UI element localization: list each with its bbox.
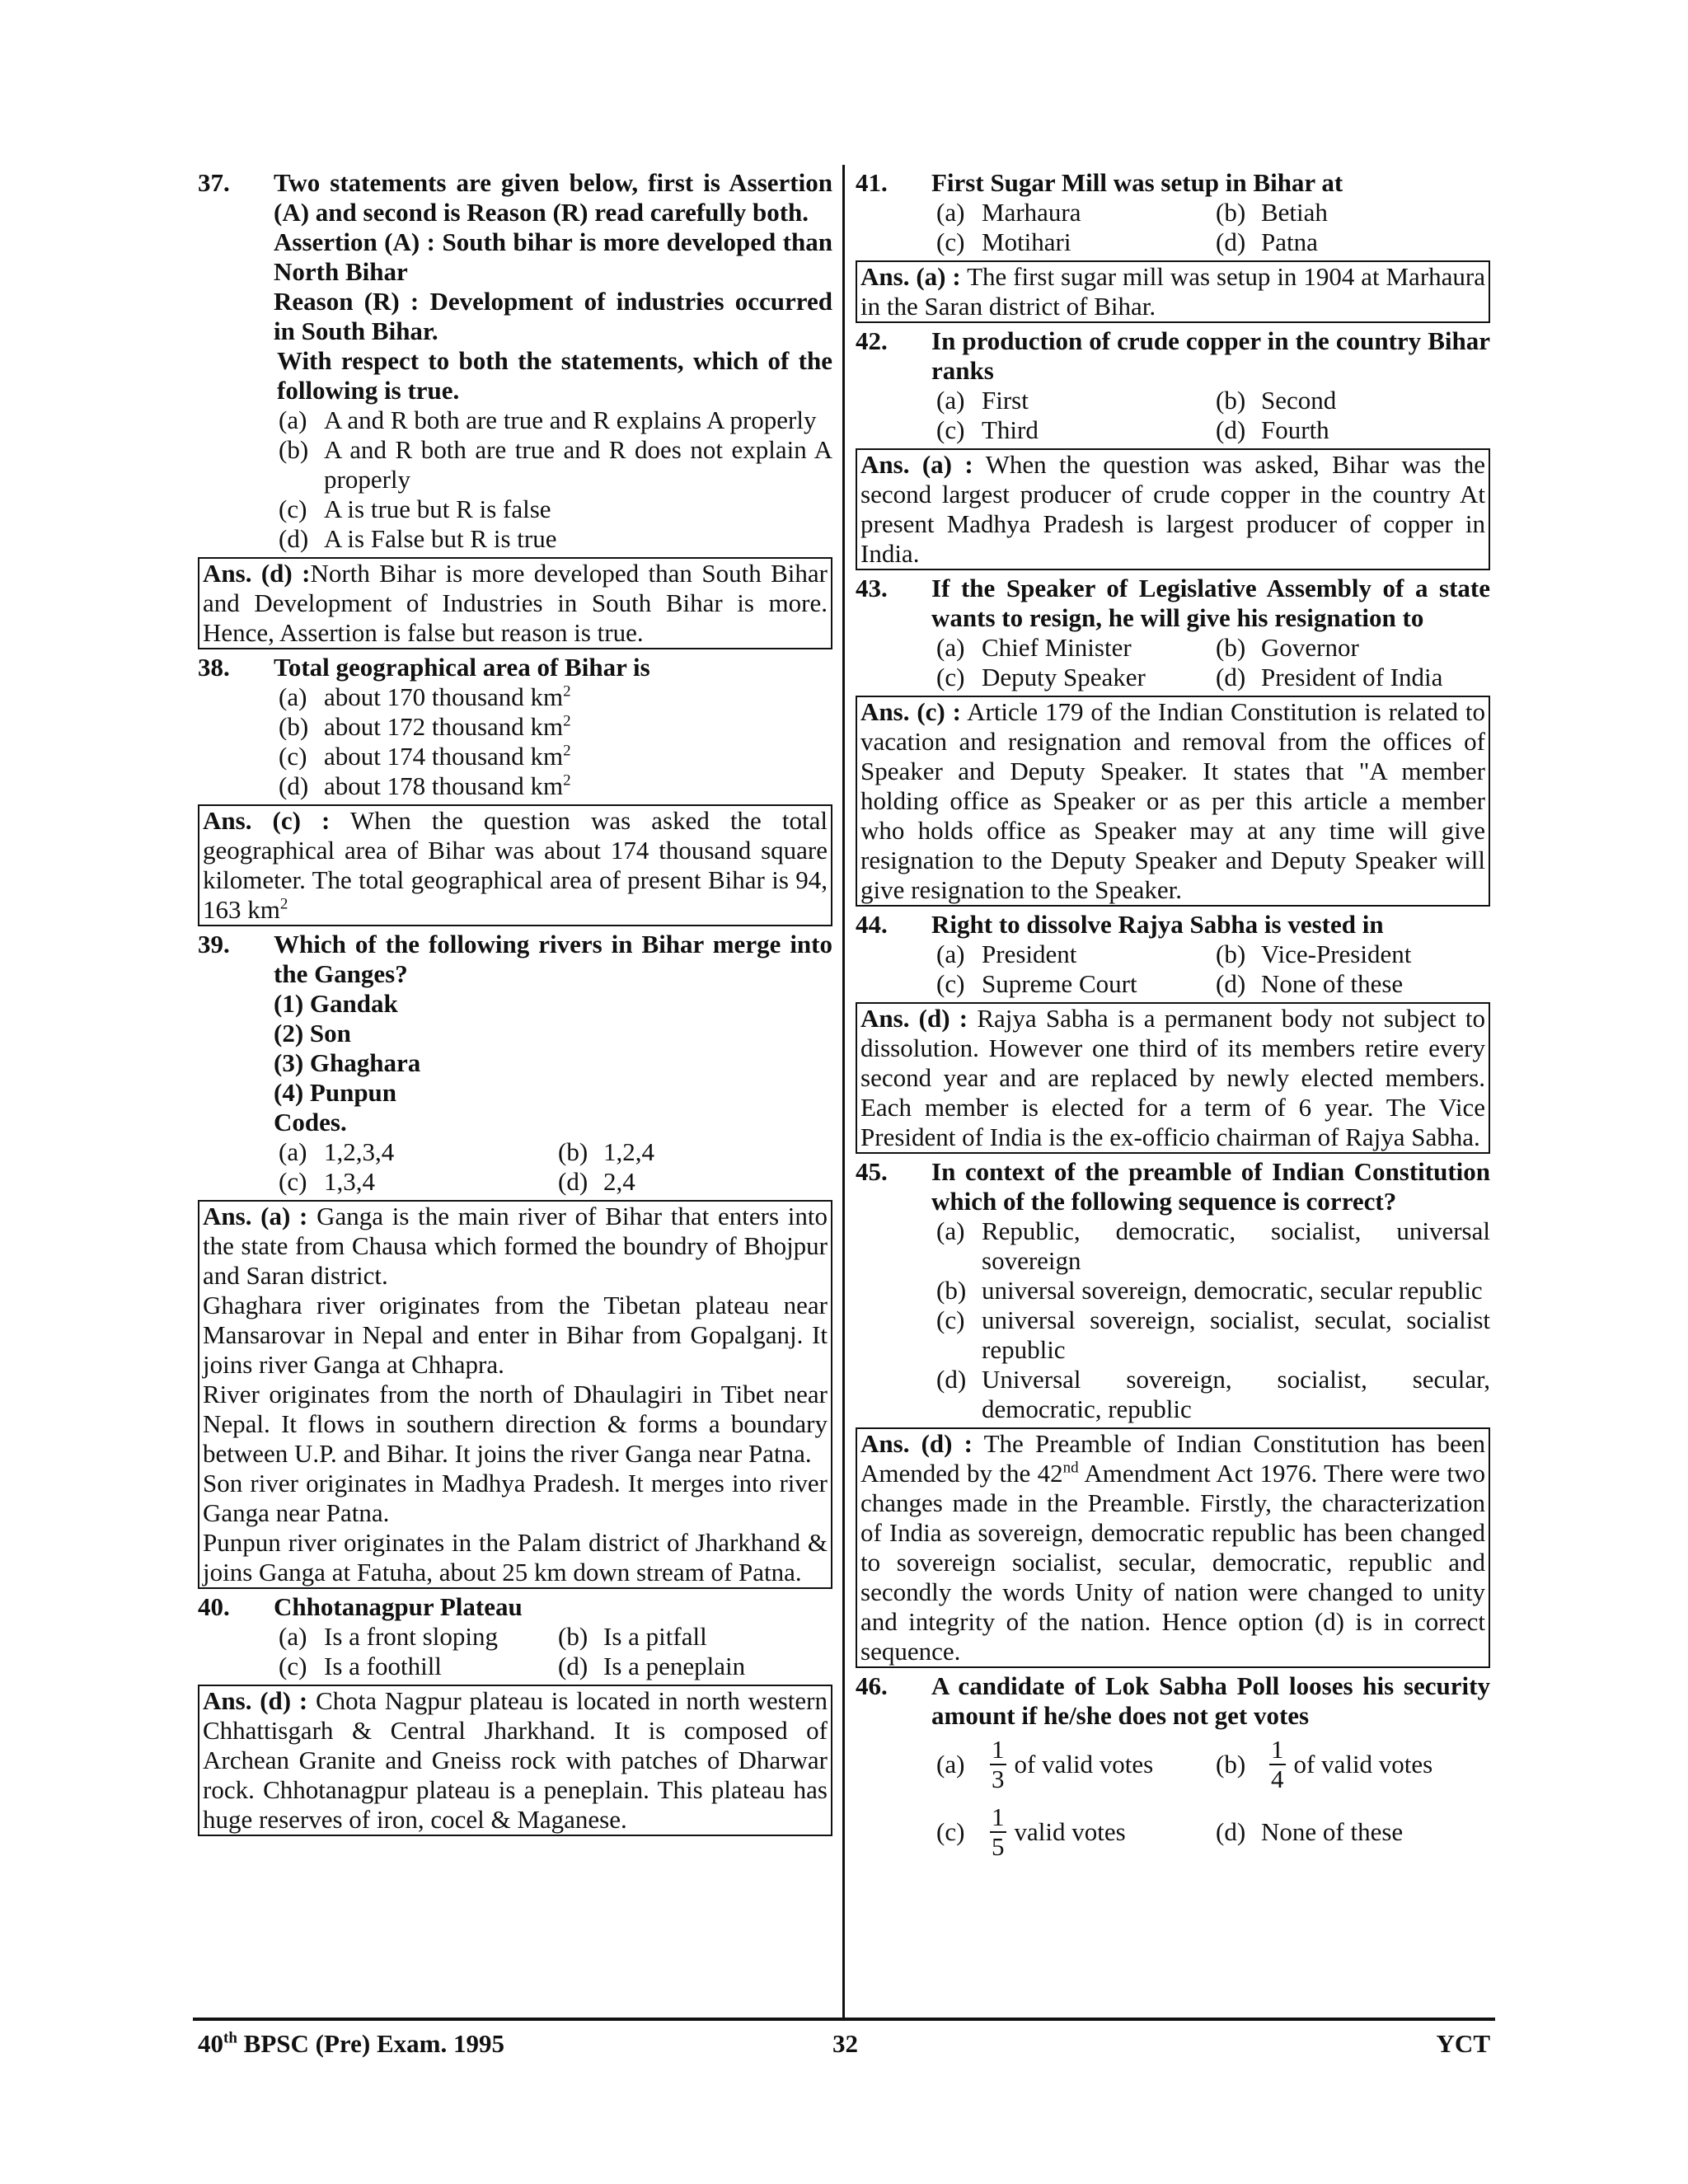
question-39 <box>198 930 832 989</box>
column-divider <box>842 165 845 2018</box>
question-42 <box>856 326 1490 386</box>
option-d: (d) A is False but R is true <box>279 524 557 553</box>
answer-paragraph: Son river originates in Madhya Pradesh. It merges into river Ganga near Patna. <box>203 1469 828 1527</box>
question-text: In production of crude copper in the country Bihar ranks <box>931 326 1490 385</box>
question-40 <box>198 1592 832 1622</box>
option-d: (d) Is a peneplain <box>558 1652 746 1680</box>
answer-label: Ans. (d) : <box>203 1686 308 1715</box>
option-b: (b) A and R both are true and R does not explain A properly <box>279 435 832 494</box>
question-text: If the Speaker of Legislative Assembly of a state wants to resign, he will give his resignation to <box>931 574 1490 632</box>
option-b: (b) Betiah <box>1216 198 1328 227</box>
answer-text: Rajya Sabha is a permanent body not subject to dissolution. However one third of its members retire every second year and are replaced by newly elected members. Each member is elected for a term of 6 year. The Vice President of India is the ex-officio chairman of Rajya Sabha. <box>860 1004 1486 1151</box>
answer-box-39 <box>198 1200 832 1589</box>
answer-label: Ans. (a) : <box>860 262 961 291</box>
fraction: $\frac{1}{3}$ <box>992 1735 1005 1793</box>
answer-paragraph: River originates from the north of Dhaulagiri in Tibet near Nepal. It flows in southern direction & forms a boundary between U.P. and Bihar. It joins the river Ganga near Patna. <box>203 1380 828 1468</box>
answer-paragraph: Punpun river originates in the Palam district of Jharkhand & joins Ganga at Fatuha, about 25 km down stream of Patna. <box>203 1528 828 1586</box>
question-text: A candidate of Lok Sabha Poll looses his security amount if he/she does not get votes <box>931 1671 1490 1730</box>
question-number: 42. <box>856 326 888 355</box>
option-a: (a) Republic, democratic, socialist, universal sovereign <box>936 1216 1490 1275</box>
page-footer <box>198 2029 1490 2062</box>
answer-text: The Preamble of Indian Constitution has been Amended by the 42 <box>860 1429 1485 1488</box>
option-c: (c) about 174 thousand $km^2$ <box>279 742 571 771</box>
options-grid <box>931 633 1490 692</box>
option-d: (d) None of these <box>1216 969 1404 998</box>
reason-text: Reason (R) : Development of industries occurred in South Bihar. <box>274 287 832 345</box>
option-c: (c) $\frac{1}{5}$ valid votes <box>936 1802 1126 1861</box>
answer-text: The first sugar mill was setup in 1904 at Marhaura in the Saran district of Bihar. <box>860 262 1485 321</box>
question-text: Chhotanagpur Plateau <box>274 1592 523 1621</box>
answer-text: Article 179 of the Indian Constitution is related to vacation and resignation and removal from the offices of Speaker and Deputy Speaker. It states that "A member holding office as Speaker or as per this article a member who holds office as Speaker may at any time will give resignation to the Deputy Speaker and Deputy Speaker will give resignation to the Speaker. <box>860 697 1485 904</box>
publisher-name: YCT <box>1436 2029 1490 2058</box>
option-a: (a) about 170 thousand $km^2$ <box>279 682 571 711</box>
question-number: 40. <box>198 1592 230 1621</box>
option-a: (a) Chief Minister <box>936 633 1132 662</box>
river-list <box>274 989 832 1137</box>
answer-box-42 <box>856 448 1490 570</box>
list-item: (4) Punpun <box>274 1078 397 1107</box>
option-d: (d) 2,4 <box>558 1167 635 1196</box>
options-list <box>931 1216 1490 1424</box>
answer-box-44 <box>856 1002 1490 1154</box>
option-c: (c) Is a foothill <box>279 1652 442 1680</box>
option-b: (b) universal sovereign, democratic, secular republic <box>936 1276 1483 1305</box>
option-c: (c) Third <box>936 415 1039 444</box>
answer-text: Chota Nagpur plateau is located in north western Chhattisgarh & Central Jharkhand. It is composed of Archean Granite and Gneiss rock with patches of Dharwar rock. Chhotanagpur plateau is a peneplain. This plateau has huge reserves of iron, cocel & Maganese. <box>203 1686 828 1834</box>
options-grid <box>931 1731 1490 1866</box>
question-number: 38. <box>198 653 230 682</box>
question-43 <box>856 574 1490 633</box>
options-grid <box>274 1137 832 1197</box>
question-text: Two statements are given below, first is Assertion (A) and second is Reason (R) read carefully both. <box>274 168 832 227</box>
option-d: (d) Universal sovereign, socialist, secular, democratic, republic <box>936 1365 1490 1423</box>
question-number: 41. <box>856 168 888 197</box>
question-prompt: With respect to both the statements, which of the following is true. <box>277 346 832 405</box>
question-text: In context of the preamble of Indian Constitution which of the following sequence is correct? <box>931 1157 1490 1216</box>
answer-label: Ans. (a) : <box>203 1202 308 1230</box>
question-text: First Sugar Mill was setup in Bihar at <box>931 168 1343 197</box>
option-b: (b) Second <box>1216 386 1337 415</box>
list-item: (1) Gandak <box>274 989 398 1018</box>
answer-box-45: Ans. (d) : The Preamble of Indian Constitution has been Amended by the 42nd Amendment Act 1976. There were two changes made in the Preamble. Firstly, the characterization of India as sovereign, democratic republic has been changed to sovereign socialist, secular, democratic, republic and secondly the words Unity of nation were changed to unity and integrity of the nation. Hence option (d) is in correct sequence. <box>856 1427 1490 1668</box>
question-number: 45. <box>856 1157 888 1186</box>
exam-title: 40th BPSC (Pre) Exam. 1995 <box>198 2029 504 2058</box>
option-a: (a) A and R both are true and R explains A properly <box>279 405 817 434</box>
option-c: (c) Deputy Speaker <box>936 663 1146 691</box>
option-b: (b) Is a pitfall <box>558 1622 707 1651</box>
option-b: (b) 1,2,4 <box>558 1137 654 1166</box>
option-d: (d) about 178 thousand $km^2$ <box>279 771 571 800</box>
answer-box-38: Ans. (c) : When the question was asked the total geographical area of Bihar was about 174 thousand square kilometer. The total geographical area of present Bihar is 94, 163 $km^2$ <box>198 804 832 926</box>
question-number: 44. <box>856 910 888 939</box>
answer-text: North Bihar is more developed than South Bihar and Development of Industries in South Bihar is more. Hence, Assertion is false but reason is true. <box>203 559 828 647</box>
question-44 <box>856 910 1490 940</box>
options-list <box>274 682 832 801</box>
options-list <box>274 405 832 554</box>
left-column <box>198 168 832 1840</box>
option-d: (d) Fourth <box>1216 415 1329 444</box>
question-38 <box>198 653 832 682</box>
option-a: (a) Marhaura <box>936 198 1081 227</box>
list-item: (3) Ghaghara <box>274 1048 421 1077</box>
answer-label: Ans. (c) : <box>203 806 331 835</box>
question-text: Total geographical area of Bihar is <box>274 653 650 682</box>
question-number: 37. <box>198 168 230 197</box>
assertion-text: Assertion (A) : South bihar is more developed than North Bihar <box>274 227 832 286</box>
page-number: 32 <box>832 2029 858 2058</box>
answer-box-41 <box>856 260 1490 323</box>
answer-label: Ans. (d) : <box>860 1004 968 1033</box>
option-d: (d) None of these <box>1216 1817 1404 1846</box>
options-grid <box>931 386 1490 445</box>
option-b: (b) $\frac{1}{4}$ of valid votes <box>1216 1735 1433 1793</box>
answer-text-continued: Amendment Act 1976. There were two changes made in the Preamble. Firstly, the characterization of India as sovereign, democratic republic has been changed to sovereign socialist, secular, democratic, republic and secondly the words Unity of nation were changed to unity and integrity of the nation. Hence option (d) is in correct sequence. <box>860 1459 1486 1666</box>
option-a: (a) President <box>936 940 1077 968</box>
question-number: 43. <box>856 574 888 602</box>
answer-box-43 <box>856 696 1490 907</box>
option-c: (c) Motihari <box>936 227 1071 256</box>
question-46 <box>856 1671 1490 1731</box>
answer-label: Ans. (d) : <box>860 1429 973 1458</box>
option-b: (b) about 172 thousand $km^2$ <box>279 712 571 741</box>
option-c: (c) universal sovereign, socialist, seculat, socialist republic <box>936 1305 1490 1364</box>
question-45 <box>856 1157 1490 1216</box>
answer-paragraph: Ghaghara river originates from the Tibetan plateau near Mansarovar in Nepal and enter in Bihar from Gopalganj. It joins river Ganga at Chhapra. <box>203 1291 828 1379</box>
question-text: Which of the following rivers in Bihar merge into the Ganges? <box>274 930 832 988</box>
option-b: (b) Vice-President <box>1216 940 1412 968</box>
answer-text: Ganga is the main river of Bihar that enters into the state from Chausa which formed the boundry of Bhojpur and Saran district. <box>203 1202 828 1290</box>
question-text: Right to dissolve Rajya Sabha is vested in <box>931 910 1384 939</box>
option-b: (b) Governor <box>1216 633 1359 662</box>
option-a: (a) First <box>936 386 1029 415</box>
fraction: $\frac{1}{5}$ <box>992 1802 1005 1861</box>
answer-label: Ans. (a) : <box>860 450 973 479</box>
options-grid <box>931 198 1490 257</box>
question-41 <box>856 168 1490 198</box>
answer-text: When the question was asked the total geographical area of Bihar was about 174 thousand square kilometer. The total geographical area of present Bihar is 94, 163 km <box>203 806 828 924</box>
question-number: 39. <box>198 930 230 958</box>
list-item: (2) Son <box>274 1019 351 1047</box>
option-c: (c) 1,3,4 <box>279 1167 375 1196</box>
option-c: (c) Supreme Court <box>936 969 1137 998</box>
option-a: (a) 1,2,3,4 <box>279 1137 395 1166</box>
option-a: (a) $\frac{1}{3}$ of valid votes <box>936 1735 1154 1793</box>
right-column <box>856 168 1490 1866</box>
answer-label: Ans. (d) : <box>203 559 311 588</box>
answer-text: When the question was asked, Bihar was the second largest producer of crude copper in the country At present Madhya Pradesh is largest producer of copper in India. <box>860 450 1485 568</box>
footer-rule <box>193 2018 1495 2021</box>
answer-box-40 <box>198 1685 832 1836</box>
question-37 <box>198 168 832 405</box>
option-a: (a) Is a front sloping <box>279 1622 498 1651</box>
fraction: $\frac{1}{4}$ <box>1271 1735 1284 1793</box>
option-d: (d) Patna <box>1216 227 1318 256</box>
codes-label: Codes. <box>274 1108 347 1137</box>
option-c: (c) A is true but R is false <box>279 494 551 523</box>
options-grid <box>274 1622 832 1681</box>
answer-box-37 <box>198 557 832 649</box>
options-grid <box>931 940 1490 999</box>
option-d: (d) President of India <box>1216 663 1443 691</box>
answer-label: Ans. (c) : <box>860 697 961 726</box>
question-number: 46. <box>856 1671 888 1700</box>
